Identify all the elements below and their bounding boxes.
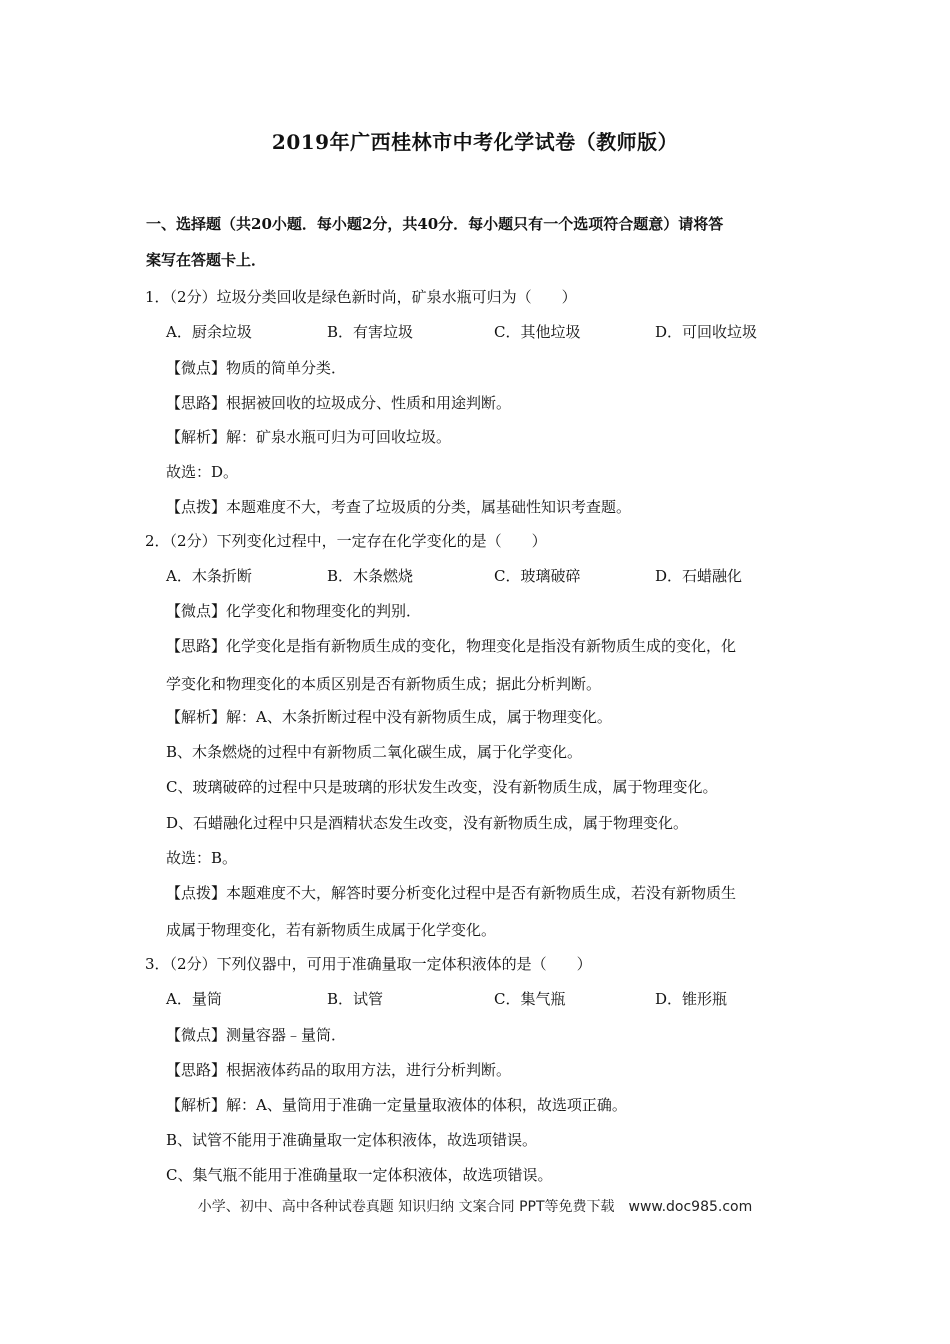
question-1-option-a: A．厨余垃圾 — [166, 323, 252, 341]
question-1-stem: 1．（2分）垃圾分类回收是绿色新时尚，矿泉水瓶可归为（ ） — [145, 288, 577, 306]
question-2-option-d: D．石蜡融化 — [655, 567, 743, 585]
question-2-option-a: A．木条折断 — [166, 567, 252, 585]
page-footer: 小学、初中、高中各种试卷真题 知识归纳 文案合同 PPT等免费下载 www.doc985.com — [197, 1199, 753, 1215]
question-2-option-b: B．木条燃烧 — [327, 567, 414, 585]
question-3-analysis-c: C、集气瓶不能用于准确量取一定体积液体，故选项错误。 — [166, 1166, 553, 1184]
question-1-comment: 【点拨】本题难度不大，考查了垃圾质的分类，属基础性知识考查题。 — [166, 498, 632, 516]
document-title: 2019年广西桂林市中考化学试卷（教师版） — [271, 130, 679, 154]
question-2-point: 【微点】化学变化和物理变化的判别． — [166, 602, 422, 620]
question-3-point: 【微点】测量容器﹣量筒． — [166, 1026, 347, 1044]
question-2-analysis-d: D、石蜡融化过程中只是酒精状态发生改变，没有新物质生成，属于物理变化。 — [166, 814, 689, 832]
question-3-option-c: C．集气瓶 — [494, 990, 566, 1008]
question-2-stem: 2．（2分）下列变化过程中，一定存在化学变化的是（ ） — [145, 532, 547, 550]
question-1-option-c: C．其他垃圾 — [494, 323, 581, 341]
question-2-idea-line-1: 【思路】化学变化是指有新物质生成的变化，物理变化是指没有新物质生成的变化，化 — [166, 637, 737, 655]
question-1-answer: 故选：D。 — [166, 463, 239, 481]
question-2-comment-line-1: 【点拨】本题难度不大，解答时要分析变化过程中是否有新物质生成，若没有新物质生 — [166, 884, 737, 902]
question-3-option-d: D．锥形瓶 — [655, 990, 728, 1008]
question-3-idea: 【思路】根据液体药品的取用方法，进行分析判断。 — [166, 1061, 512, 1079]
question-2-analysis-b: B、木条燃烧的过程中有新物质二氧化碳生成，属于化学变化。 — [166, 743, 583, 761]
question-3-stem: 3．（2分）下列仪器中，可用于准确量取一定体积液体的是（ ） — [145, 955, 592, 973]
question-2-answer: 故选：B。 — [166, 849, 238, 867]
question-1-option-b: B．有害垃圾 — [327, 323, 414, 341]
question-2-idea-line-2: 学变化和物理变化的本质区别是否有新物质生成；据此分析判断。 — [166, 675, 602, 693]
question-3-option-b: B．试管 — [327, 990, 384, 1008]
question-2-analysis-c: C、玻璃破碎的过程中只是玻璃的形状发生改变，没有新物质生成，属于物理变化。 — [166, 778, 718, 796]
question-1-option-d: D．可回收垃圾 — [655, 323, 758, 341]
question-3-option-a: A．量筒 — [166, 990, 222, 1008]
question-2-analysis: 【解析】解：A、木条折断过程中没有新物质生成，属于物理变化。 — [166, 708, 612, 726]
section-heading — [146, 206, 816, 278]
section-heading-line-2: 案写在答题卡上． — [146, 251, 267, 269]
question-2-option-c: C．玻璃破碎 — [494, 567, 581, 585]
question-1-analysis: 【解析】解：矿泉水瓶可归为可回收垃圾。 — [166, 428, 452, 446]
question-1-idea: 【思路】根据被回收的垃圾成分、性质和用途判断。 — [166, 394, 512, 412]
question-1-point: 【微点】物质的简单分类． — [166, 359, 347, 377]
question-3-analysis-b: B、试管不能用于准确量取一定体积液体，故选项错误。 — [166, 1131, 538, 1149]
question-2-comment-line-2: 成属于物理变化，若有新物质生成属于化学变化。 — [166, 921, 497, 939]
question-3-analysis: 【解析】解：A、量筒用于准确一定量量取液体的体积，故选项正确。 — [166, 1096, 627, 1114]
section-heading-line-1: 一、选择题（共20小题．每小题2分，共40分．每小题只有一个选项符合题意）请将答 — [146, 215, 724, 233]
